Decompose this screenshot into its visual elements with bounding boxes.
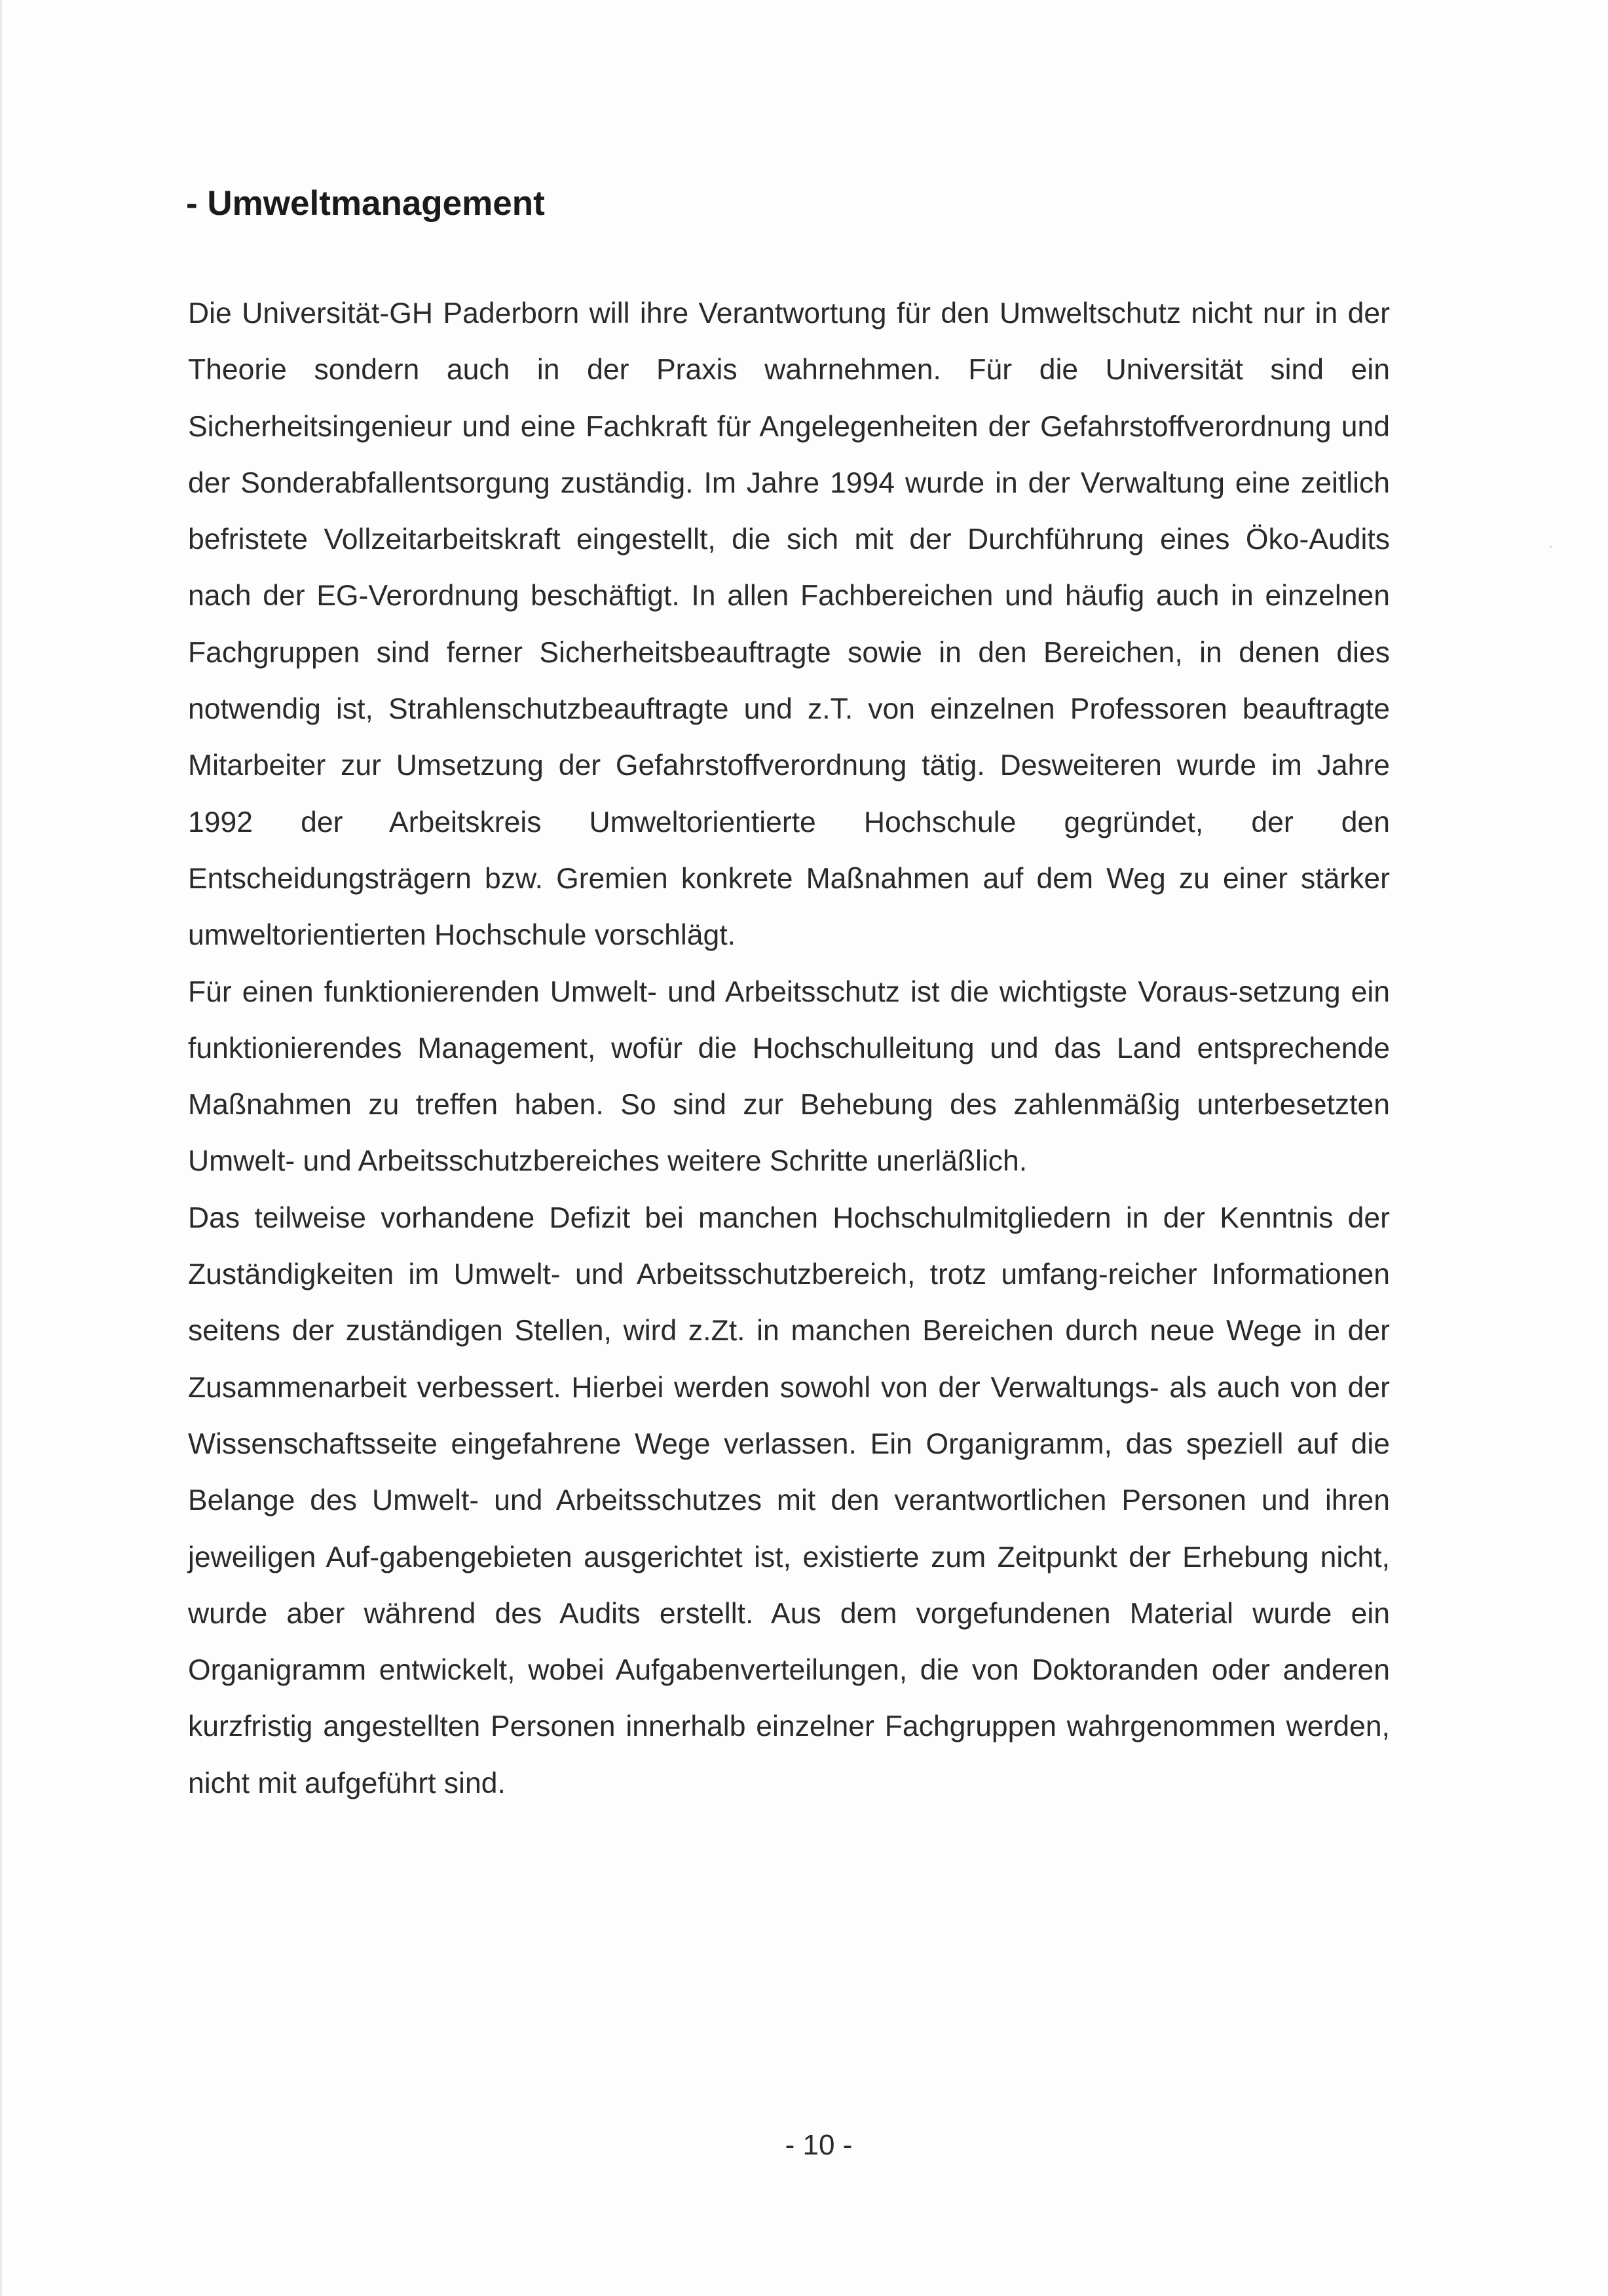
body-text (188, 286, 1390, 1812)
scan-edge (0, 0, 2, 2296)
paragraph-3: Das teilweise vorhandene Defizit bei manchen Hochschulmitgliedern in der Kenntnis der Zuständigkeiten im Umwelt- und Arbeitsschutzbereich, trotz umfang-reicher Informationen seitens der zuständigen Stellen, wird z.Zt. in manchen Bereichen durch neue Wege in der Zusammenarbeit verbessert. Hierbei werden sowohl von der Verwaltungs- als auch von der Wissenschaftsseite eingefahrene Wege verlassen. Ein Organigramm, das speziell auf die Belange des Umwelt- und Arbeitsschutzes mit den verantwortlichen Personen und ihren jeweiligen Auf-gabengebieten ausgerichtet ist, existierte zum Zeitpunkt der Erhebung nicht, wurde aber während des Audits erstellt. Aus dem vorgefundenen Material wurde ein Organigramm entwickelt, wobei Aufgabenverteilungen, die von Doktoranden oder anderen kurzfristig angestellten Personen innerhalb einzelner Fachgruppen wahrgenommen werden, nicht mit aufgeführt sind. (188, 1201, 1390, 1799)
page-number: - 10 - (785, 2129, 853, 2161)
paragraph-2: Für einen funktionierenden Umwelt- und Arbeitsschutz ist die wichtigste Voraus-setzung ein funktionierendes Management, wofür die Hochschulleitung und das Land entsprechende Maßnahmen zu treffen haben. So sind zur Behebung des zahlenmäßig unterbesetzten Umwelt- und Arbeitsschutzbereiches weitere Schritte unerläßlich. (188, 975, 1390, 1178)
scan-speck (1550, 546, 1552, 548)
paragraph-1: Die Universität-GH Paderborn will ihre Verantwortung für den Umweltschutz nicht nur in der Theorie sondern auch in der Praxis wahrnehmen. Für die Universität sind ein Sicherheitsingenieur und eine Fachkraft für Angelegenheiten der Gefahrstoffverordnung und der Sonderabfallentsorgung zuständig. Im Jahre 1994 wurde in der Verwaltung eine zeitlich befristete Vollzeitarbeitskraft eingestellt, die sich mit der Durchführung eines Öko-Audits nach der EG-Verordnung beschäftigt. In allen Fachbereichen und häufig auch in einzelnen Fachgruppen sind ferner Sicherheitsbeauftragte sowie in den Bereichen, in denen dies notwendig ist, Strahlenschutzbeauftragte und z.T. von einzelnen Professoren beauftragte Mitarbeiter zur Umsetzung der Gefahrstoffverordnung tätig. Desweiteren wurde im Jahre 1992 der Arbeitskreis Umweltorientierte Hochschule gegründet, der den Entscheidungsträgern bzw. Gremien konkrete Maßnahmen auf dem Weg zu einer stärker umweltorientierten Hochschule vorschlägt. (188, 297, 1390, 952)
section-heading: - Umweltmanagement (186, 184, 545, 223)
